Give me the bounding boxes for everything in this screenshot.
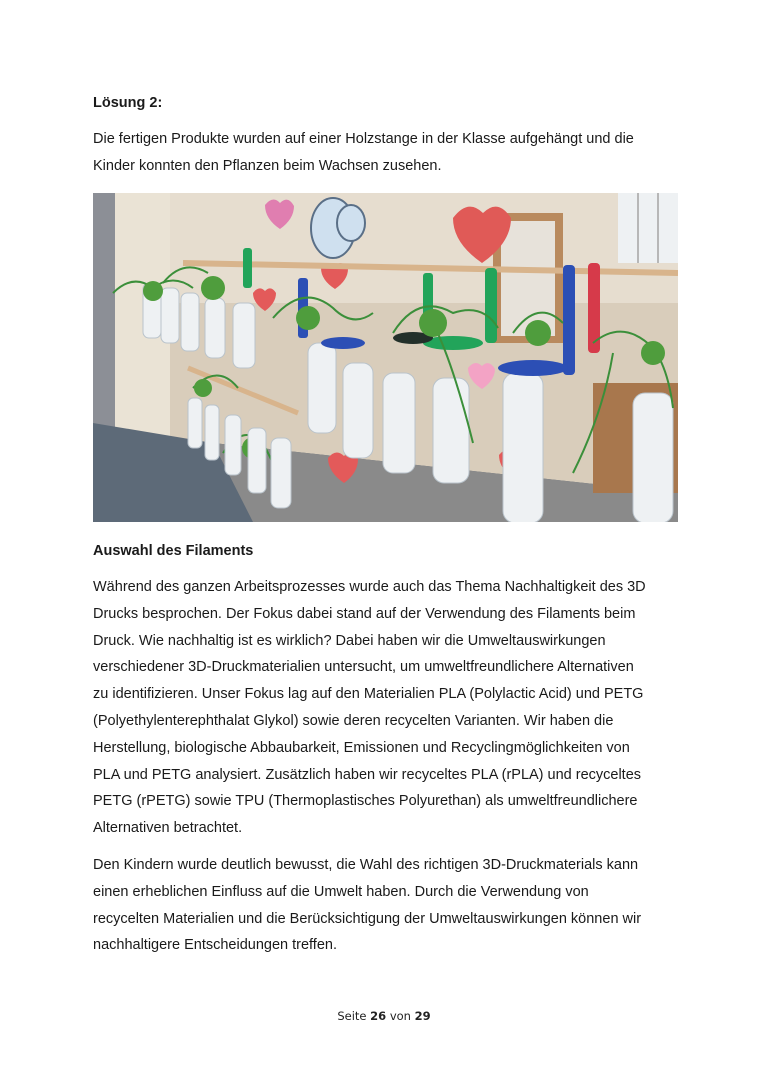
paragraph-line: nachhaltigere Entscheidungen treffen. xyxy=(93,937,337,954)
page-footer xyxy=(0,1009,768,1023)
footer-prefix: Seite xyxy=(337,1009,367,1023)
filament-paragraph-1 xyxy=(93,574,678,842)
paragraph-line: Kinder konnten den Pflanzen beim Wachsen zusehen. xyxy=(93,157,442,174)
paragraph-line: zu identifizieren. Unser Fokus lag auf den Materialien PLA (Polylactic Acid) und PETG xyxy=(93,686,644,703)
paragraph-line: Druck. Wie nachhaltig ist es wirklich? Dabei haben wir die Umweltauswirkungen xyxy=(93,632,606,649)
intro-paragraph xyxy=(93,126,678,180)
paragraph-line: Drucks besprochen. Der Fokus dabei stand auf der Verwendung des Filaments beim xyxy=(93,605,636,622)
filament-paragraph-2 xyxy=(93,852,678,959)
footer-middle: von xyxy=(389,1009,411,1023)
paragraph-line: Den Kindern wurde deutlich bewusst, die Wahl des richtigen 3D-Druckmaterials kann xyxy=(93,857,639,873)
paragraph-line: Während des ganzen Arbeitsprozesses wurde auch das Thema Nachhaltigkeit des 3D xyxy=(93,579,646,595)
paragraph-line: PETG (rPETG) sowie TPU (Thermoplastisches Polyurethan) als umweltfreundlichere xyxy=(93,793,638,810)
page-number-current: 26 xyxy=(370,1009,387,1023)
paragraph-line: Herstellung, biologische Abbaubarkeit, Emissionen und Recyclingmöglichkeiten von xyxy=(93,739,630,756)
section-heading-loesung: Lösung 2: xyxy=(93,95,163,111)
paragraph-line: PLA und PETG analysiert. Zusätzlich haben wir recyceltes PLA (rPLA) und recyceltes xyxy=(93,766,642,783)
photo-plants-in-bottles xyxy=(93,193,678,522)
paragraph-line: recycelten Materialien und die Berücksichtigung der Umweltauswirkungen können wir xyxy=(93,910,642,927)
paragraph-line: verschiedener 3D-Druckmaterialien untersucht, um umweltfreundlichere Alternativen xyxy=(93,659,634,676)
paragraph-line: einen erheblichen Einfluss auf die Umwelt haben. Durch die Verwendung von xyxy=(93,883,589,900)
paragraph-line: Alternativen betrachtet. xyxy=(93,820,243,837)
paragraph-line: Die fertigen Produkte wurden auf einer Holzstange in der Klasse aufgehängt und die xyxy=(93,131,634,147)
page-number-total: 29 xyxy=(414,1009,431,1023)
section-heading-filament: Auswahl des Filaments xyxy=(93,543,254,559)
paragraph-line: (Polyethylenterephthalat Glykol) sowie deren recycelten Varianten. Wir haben die xyxy=(93,712,614,729)
